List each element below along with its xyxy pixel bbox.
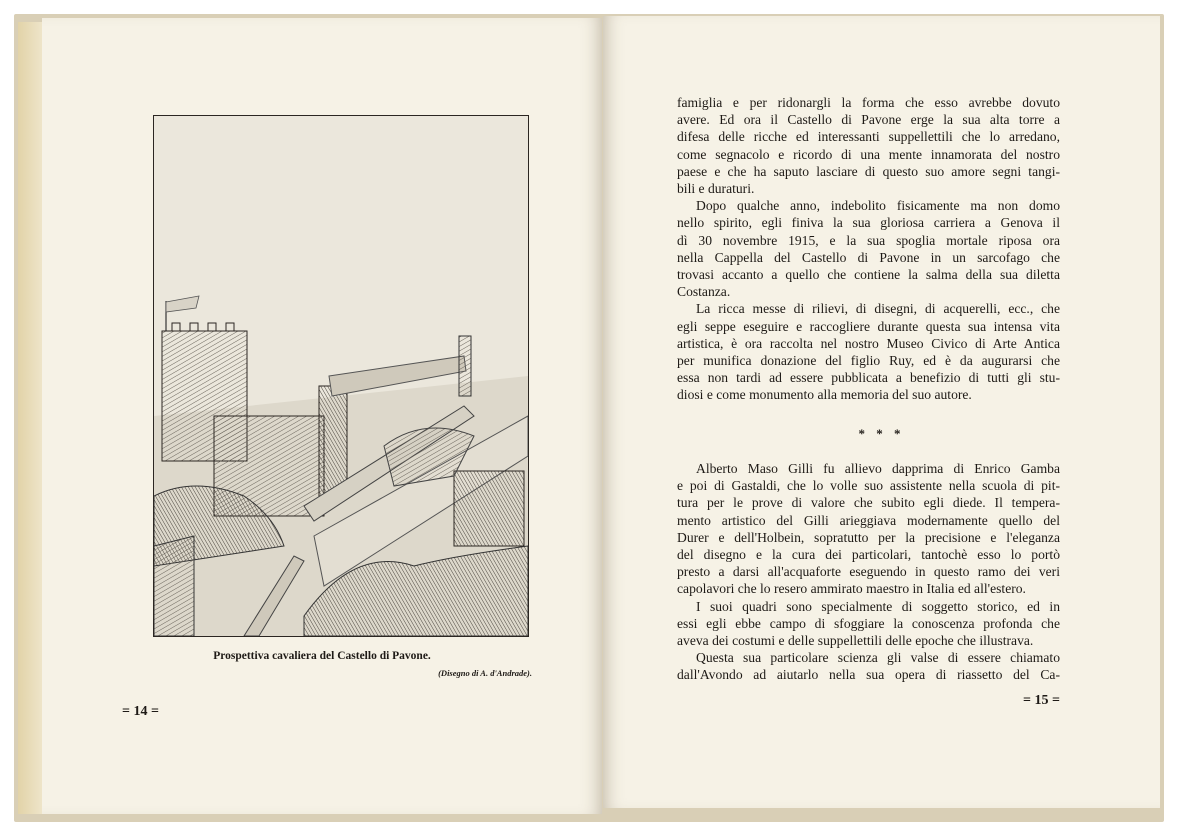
- text-line: Dopo qualche anno, indebolito fisicamente ma non domo: [696, 198, 1060, 214]
- text-line: artistica, è ora raccolta nel nostro Museo Civico di Arte Antica: [677, 335, 1060, 351]
- right-page: [603, 16, 1160, 808]
- text-line: difesa delle ricche ed interessanti suppellettili che lo arredano,: [677, 129, 1060, 145]
- text-line: famiglia e per ridonargli la forma che esso avrebbe dovuto: [677, 95, 1060, 110]
- page-number: = 15 =: [1023, 693, 1060, 708]
- figure-caption: Prospettiva cavaliera del Castello di Pavone.: [213, 650, 431, 662]
- text-line: paese e che ha saputo lasciare di questo suo amore segni tangi-: [677, 163, 1060, 179]
- text-line: egli seppe eseguire e raccogliere durante questa sua intensa vita: [677, 318, 1060, 334]
- text-line: Durer e dell'Holbein, sopratutto per la precisione e l'eleganza: [677, 529, 1060, 545]
- text-line: bili e duraturi.: [677, 181, 755, 197]
- text-line: capolavori che lo resero ammirato maestro in Italia ed all'estero.: [677, 581, 1026, 597]
- text-line: essa non tardi ad essere pubblicata a benefizio di tutti gli stu-: [677, 370, 1060, 386]
- text-line: tura per le prove di valore che subito egli diede. Il tempera-: [677, 495, 1060, 511]
- text-line: aveva dei costumi e delle suppellettili delle epoche che illustrava.: [677, 633, 1034, 649]
- text-line: trovasi accanto a quello che contiene la salma della sua diletta: [677, 267, 1060, 283]
- text-line: Costanza.: [677, 284, 731, 300]
- text-line: nello spirito, egli finiva la sua gloriosa carriera a Genova il: [677, 215, 1060, 231]
- castle-illustration: [153, 115, 529, 637]
- paragraph: [677, 197, 1060, 300]
- paragraph: [677, 649, 1060, 683]
- section-separator: * * *: [858, 426, 905, 441]
- paragraph: [677, 94, 1060, 197]
- paragraph: [677, 598, 1060, 650]
- text-line: Alberto Maso Gilli fu allievo dapprima di Enrico Gamba: [696, 461, 1060, 476]
- figure-credit: (Disegno di A. d'Andrade).: [438, 668, 532, 678]
- text-line: essi egli ebbe campo di sfoggiare la conoscenza profonda che: [677, 615, 1060, 631]
- page-number: = 14 =: [122, 704, 159, 719]
- text-line: dì 30 novembre 1915, e la sua spoglia mortale riposa ora: [677, 232, 1060, 248]
- body-text-bottom: [677, 460, 1060, 684]
- paragraph: [677, 300, 1060, 403]
- body-text-top: [677, 94, 1060, 404]
- text-line: mento artistico del Gilli arieggiava modernamente quello del: [677, 512, 1060, 528]
- text-line: e poi di Gastaldi, che lo volle suo assistente nella scuola di pit-: [677, 478, 1060, 494]
- text-line: per munifica donazione del figlio Ruy, ed è da augurarsi che: [677, 353, 1060, 369]
- text-line: La ricca messe di rilievi, di disegni, di acquerelli, ecc., che: [696, 301, 1060, 317]
- text-line: come segnacolo e ricordo di una mente innamorata del nostro: [677, 146, 1060, 162]
- text-line: diosi e come monumento alla memoria del suo autore.: [677, 387, 972, 403]
- left-page: [42, 18, 602, 814]
- paragraph: [677, 460, 1060, 598]
- page-edge: [18, 22, 44, 814]
- text-line: presto a darsi all'acquaforte eseguendo in questo ramo dei veri: [677, 564, 1060, 580]
- text-line: nella Cappella del Castello di Pavone in un sarcofago che: [677, 249, 1060, 265]
- text-line: avere. Ed ora il Castello di Pavone erge la sua alta torre a: [677, 112, 1060, 128]
- text-line: del disegno e la cura dei particolari, tantochè esso lo portò: [677, 547, 1060, 563]
- text-line: I suoi quadri sono specialmente di soggetto storico, ed in: [696, 598, 1060, 614]
- text-line: Questa sua particolare scienza gli valse di essere chiamato: [696, 650, 1060, 666]
- text-line: dall'Avondo ad aiutarlo nella sua opera di riassetto del Ca-: [677, 667, 1060, 683]
